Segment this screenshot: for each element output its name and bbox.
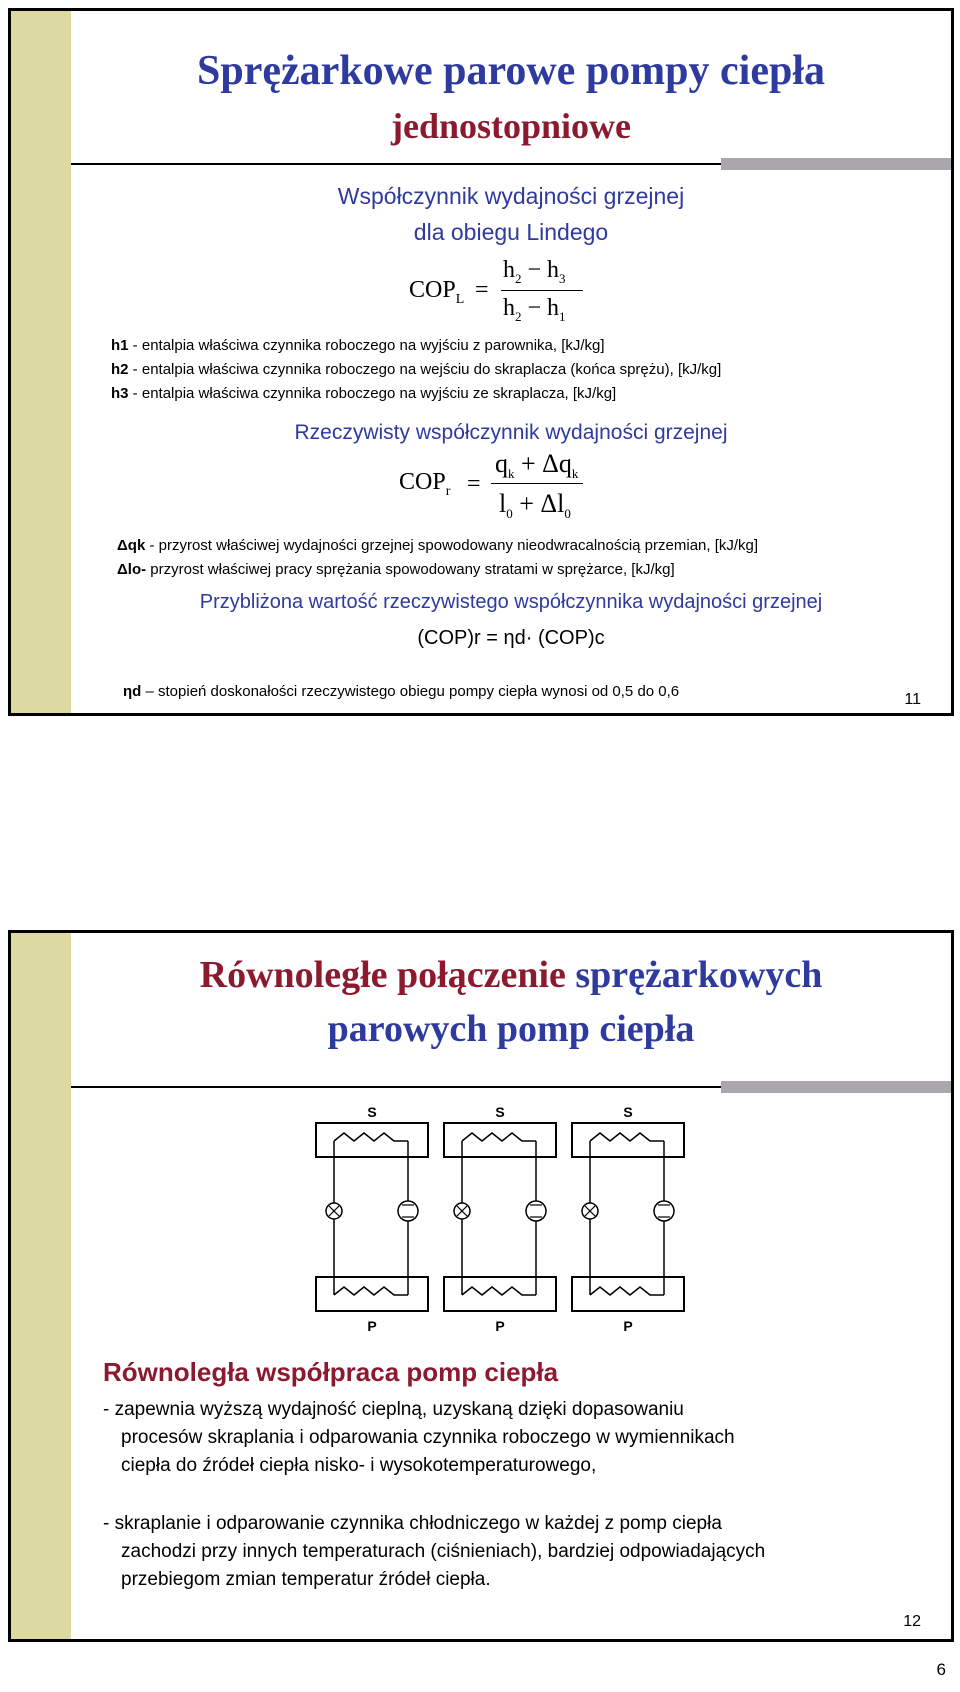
definition-eta <box>123 683 679 700</box>
fraction-bar <box>501 290 583 291</box>
definition-dlo <box>117 561 675 578</box>
title-underline <box>71 163 729 165</box>
bullet-1-line-3: ciepła do źródeł ciepła nisko- i wysokotemperaturowego, <box>121 1455 597 1476</box>
slide-11 <box>8 8 954 716</box>
title-accent-bar <box>721 158 954 170</box>
definition-h2 <box>111 361 721 378</box>
den-term-b: Δl <box>540 489 565 518</box>
diagram-svg <box>296 1101 696 1337</box>
definition-text: – stopień doskonałości rzeczywistego obiegu pompy ciepła wynosi od 0,5 do 0,6 <box>141 683 680 700</box>
den-operator: − <box>527 295 542 321</box>
num-sub-a: k <box>508 466 515 482</box>
evaporator-coil <box>334 1287 408 1295</box>
definition-h3 <box>111 385 616 402</box>
num-operator: − <box>527 257 542 283</box>
definition-text: - entalpia właściwa czynnika roboczego na wejściu do skraplacza (końca sprężu), [kJ/kg] <box>128 361 722 378</box>
page-number: 12 <box>903 1613 921 1630</box>
den-sub-b: 0 <box>564 506 571 522</box>
formula-equals: = <box>467 471 481 497</box>
formula-cop-lindego <box>409 257 609 327</box>
definition-h1 <box>111 337 605 354</box>
den-operator: + <box>519 489 534 518</box>
definition-term: ηd <box>123 683 142 700</box>
condenser-label: S <box>495 1104 505 1120</box>
slide-12 <box>8 930 954 1642</box>
formula-numerator <box>503 257 566 287</box>
formula-denominator <box>503 295 566 325</box>
num-sub-b: k <box>571 466 579 482</box>
den-sub-b: 1 <box>559 308 566 324</box>
condenser-label: S <box>367 1104 377 1120</box>
condenser-coil <box>334 1133 408 1141</box>
approx-formula: (COP)r = ηd· (COP)c <box>417 627 605 649</box>
section-heading-3: Rzeczywisty współczynnik wydajności grzejnej <box>294 421 728 444</box>
definition-dqk <box>117 537 758 554</box>
document-page-number: 6 <box>936 1660 946 1679</box>
den-term-b: h <box>547 295 560 321</box>
title-accent-bar <box>721 1081 954 1093</box>
num-term-a: q <box>495 449 508 478</box>
fraction-bar <box>491 483 583 484</box>
evaporator-coil <box>462 1287 536 1295</box>
bullet-1-line-2: procesów skraplania i odparowania czynnika roboczego w wymiennikach <box>121 1427 735 1448</box>
section-heading: Współczynnik wydajności grzejnej <box>337 183 685 209</box>
slide-title <box>71 953 951 997</box>
bullet-2-line-3: przebiegom zmian temperatur źródeł ciepła. <box>121 1569 491 1590</box>
section-heading-4: Przybliżona wartość rzeczywistego współczynnika wydajności grzejnej <box>199 591 823 613</box>
title-part-2: sprężarkowych <box>575 954 823 996</box>
slide-sidebar <box>11 11 71 713</box>
bullet-2-line-2: zachodzi przy innych temperaturach (ciśnieniach), bardziej odpowiadających <box>121 1541 766 1562</box>
definition-text: przyrost właściwej pracy sprężania spowodowany stratami w sprężarce, [kJ/kg] <box>146 561 675 578</box>
formula-lhs-sub: r <box>445 483 451 499</box>
section-heading-2: dla obiegu Lindego <box>413 219 609 245</box>
definition-term: h2 <box>111 361 129 378</box>
definition-text: - entalpia właściwa czynnika roboczego na wyjściu z parownika, [kJ/kg] <box>128 337 605 354</box>
num-sub-b: 3 <box>559 270 566 286</box>
num-operator: + <box>521 449 536 478</box>
den-term-a: l <box>499 489 507 518</box>
definition-term: Δqk <box>117 537 146 554</box>
bullet-1-line-1: - zapewnia wyższą wydajność cieplną, uzyskaną dzięki dopasowaniu <box>103 1399 684 1420</box>
compressor-symbol <box>398 1201 418 1221</box>
formula-denominator <box>499 489 571 522</box>
compressor-symbol <box>654 1201 674 1221</box>
evaporator-coil <box>590 1287 664 1295</box>
formula-lhs: COP <box>409 277 456 303</box>
section-title: Równoległa współpraca pomp ciepła <box>103 1357 559 1387</box>
evaporator-label: P <box>495 1318 505 1334</box>
condenser-coil <box>462 1133 536 1141</box>
bullet-2-line-1: - skraplanie i odparowanie czynnika chłodniczego w każdej z pomp ciepła <box>103 1513 722 1534</box>
definition-term: Δlo- <box>117 561 147 578</box>
num-sub-a: 2 <box>515 270 522 286</box>
evaporator-label: P <box>623 1318 633 1334</box>
formula-lhs: COP <box>399 469 446 495</box>
page-number: 11 <box>904 691 921 708</box>
den-sub-a: 2 <box>515 308 522 324</box>
definition-text: - przyrost właściwej wydajności grzejnej spowodowany nieodwracalnością przemian, [kJ/kg] <box>145 537 759 554</box>
parallel-heat-pumps-diagram <box>296 1101 696 1337</box>
title-underline <box>71 1086 729 1088</box>
formula-equals: = <box>475 277 489 303</box>
formula-cop-real <box>399 449 619 525</box>
slide-title-line2: parowych pomp ciepła <box>327 1008 695 1050</box>
definition-text: - entalpia właściwa czynnika roboczego na wyjściu ze skraplacza, [kJ/kg] <box>128 385 617 402</box>
den-term-a: h <box>503 295 515 321</box>
formula-numerator <box>495 449 578 482</box>
slide-subtitle: jednostopniowe <box>390 106 632 146</box>
slide-title: Sprężarkowe parowe pompy ciepła <box>196 48 825 94</box>
definition-term: h3 <box>111 385 129 402</box>
title-part-1: Równoległe połączenie <box>199 954 576 996</box>
num-term-b: Δq <box>542 449 572 478</box>
slide-sidebar <box>11 933 71 1639</box>
condenser-coil <box>590 1133 664 1141</box>
formula-lhs-sub: L <box>455 291 465 307</box>
num-term-a: h <box>503 257 515 283</box>
condenser-label: S <box>623 1104 633 1120</box>
definition-term: h1 <box>111 337 129 354</box>
evaporator-label: P <box>367 1318 377 1334</box>
den-sub-a: 0 <box>506 506 513 522</box>
compressor-symbol <box>526 1201 546 1221</box>
num-term-b: h <box>547 257 560 283</box>
